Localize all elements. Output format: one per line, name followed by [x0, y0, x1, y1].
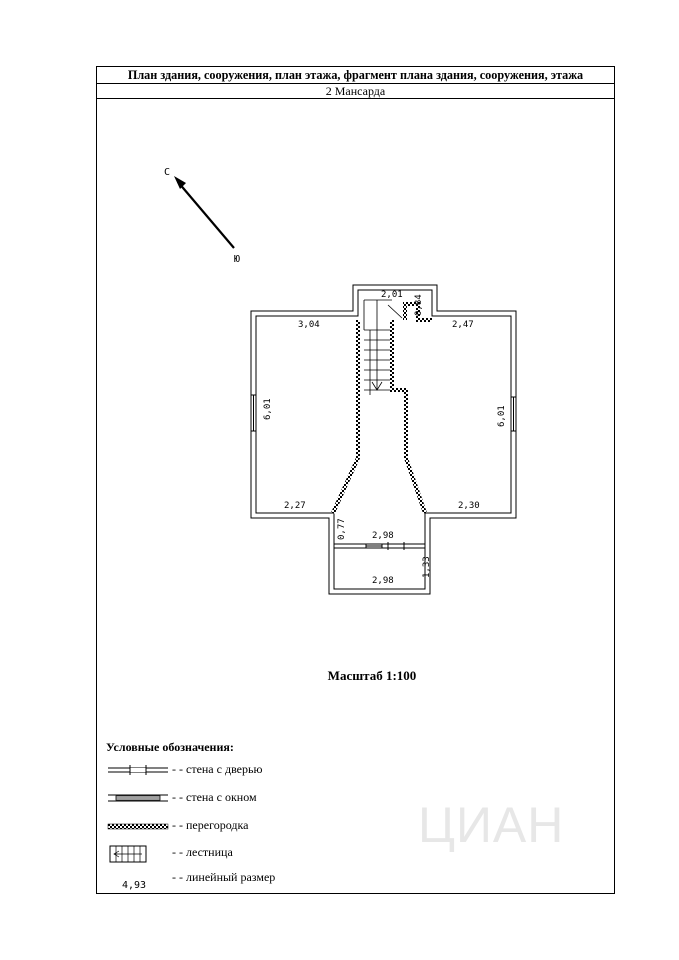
floor-name: 2 Мансарда	[97, 84, 614, 99]
window-left	[251, 395, 256, 431]
legend-label-partition: - - перегородка	[172, 818, 249, 832]
dim-balcony-depth: 1,33	[422, 556, 432, 578]
partitions	[333, 304, 432, 513]
stairs-sample	[106, 845, 170, 863]
compass-south-label: Ю	[234, 254, 241, 265]
dim-right-room-bottom: 2,30	[458, 501, 480, 511]
legend-label-stairs: - - лестница	[172, 845, 233, 859]
north-arrow	[174, 176, 234, 248]
window-right	[511, 397, 516, 431]
dim-right-room-top: 2,47	[452, 320, 474, 330]
dim-left-room-height: 6,01	[263, 398, 273, 420]
header-title: План здания, сооружения, план этажа, фрагмент плана здания, сооружения, этажа	[97, 67, 614, 84]
door-wall-sample	[106, 762, 170, 778]
dim-corridor-bevel: 0,77	[337, 518, 347, 540]
watermark: ЦИАН	[418, 797, 565, 853]
compass-north-label: С	[164, 167, 171, 178]
legend-label-window-wall: - - стена с окном	[172, 790, 257, 804]
dim-balcony-top: 2,98	[372, 531, 394, 541]
dim-right-room-height: 6,01	[497, 405, 507, 427]
window-wall-sample	[106, 790, 170, 806]
legend-label-linear-size: - - линейный размер	[172, 870, 276, 884]
legend-title: Условные обозначения:	[106, 740, 234, 754]
dim-stair-depth: 0,84	[414, 294, 424, 316]
dim-stair-width: 2,01	[381, 290, 403, 300]
legend-dim-sample: 4,93	[122, 880, 147, 891]
balcony-wall	[334, 542, 425, 550]
dim-balcony-bottom: 2,98	[372, 576, 394, 586]
dim-left-room-top: 3,04	[298, 320, 320, 330]
scale-label: Масштаб 1:100	[327, 668, 417, 683]
dim-left-room-bottom: 2,27	[284, 501, 306, 511]
partition-sample	[106, 818, 170, 834]
staircase	[364, 300, 402, 395]
legend-label-door-wall: - - стена с дверью	[172, 762, 263, 776]
